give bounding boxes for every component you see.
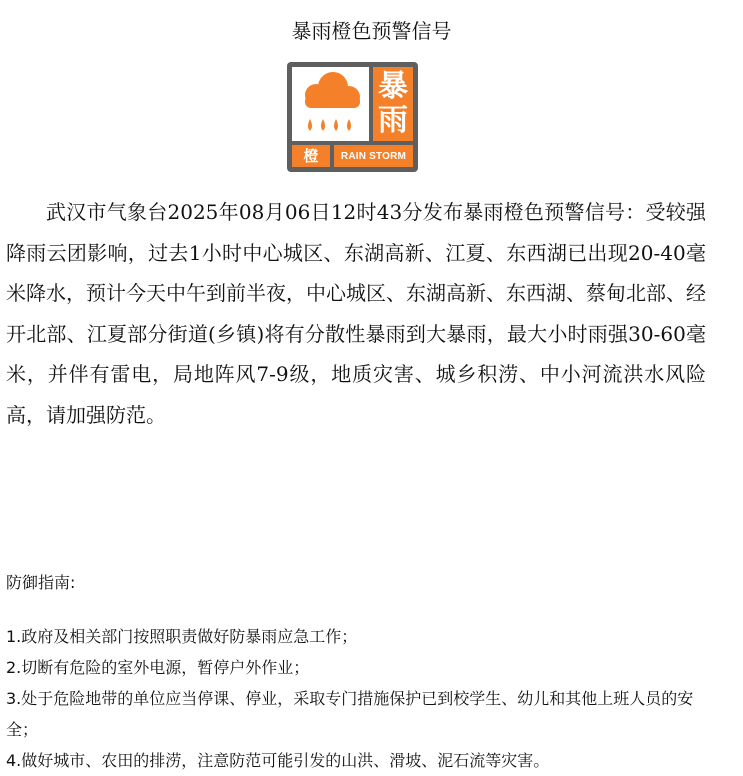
icon-english-label: RAIN STORM [340,150,407,162]
icon-english-panel [334,145,413,167]
guide-item: 2.切断有危险的室外电源，暂停户外作业； [6,658,310,677]
icon-level-label: 橙 [303,147,319,165]
guide-list [6,621,706,776]
guide-heading: 防御指南: [6,573,76,592]
guide-item: 1.政府及相关部门按照职责做好防暴雨应急工作； [6,627,358,646]
page-title: 暴雨橙色预警信号 [291,19,452,43]
icon-char-yu: 雨 [378,103,408,138]
guide-item: 4.做好城市、农田的排涝，注意防范可能引发的山洪、滑坡、泥石流等灾害。 [6,751,550,770]
announcement-paragraph: 武汉市气象台2025年08月06日12时43分发布暴雨橙色预警信号：受较强降雨云团影响，过去1小时中心城区、东湖高新、江夏、东西湖已出现20-40毫米降水，预计今天中午到前半夜，中心城区、东湖高新、东西湖、蔡甸北部、经开北部、江夏部分街道(乡镇)将有分散性暴雨到大暴雨，最大小时雨强30-60毫米，并伴有雷电，局地阵风7-9级，地质灾害、城乡积涝、中小河流洪水风险高，请加强防范。 [6,200,706,427]
icon-level-panel [292,145,330,167]
icon-char-bao: 暴 [378,69,408,104]
guide-item: 3.处于危险地带的单位应当停课、停业，采取专门措施保护已到校学生、幼儿和其他上班人员的安全； [6,689,694,739]
cloud-rain-icon [292,67,369,141]
icon-char-panel [373,67,413,141]
rainstorm-warning-icon [287,62,418,172]
